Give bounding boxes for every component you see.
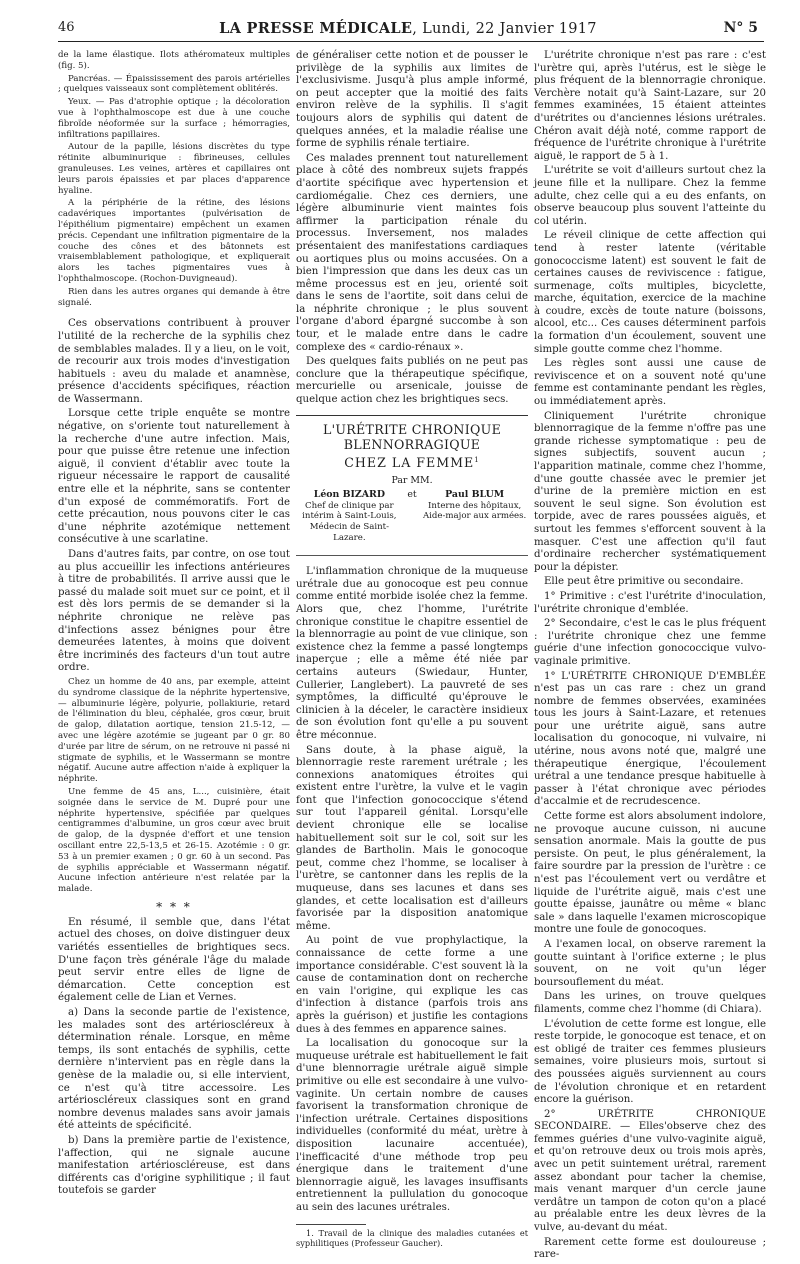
paragraph: de la lame élastique. Ilots athéromateux multiples (fig. 5).	[58, 50, 290, 71]
paragraph: Pancréas. — Épaississement des parois artérielles ; quelques vaisseaux sont complètement oblitérés.	[58, 73, 290, 95]
footnote: 1. Travail de la clinique des maladies cutanées et syphilitiques (Professeur Gaucher).	[296, 1228, 528, 1249]
journal-title	[58, 20, 758, 37]
paragraph: a) Dans la seconde partie de l'existence, les malades sont des artérioscléreux à détermination rénale. Lorsque, en même temps, ils sont entachés de syphilis, cette dernière n'intervient pas en règle dans la genèse de la maladie ou, si elle intervient, ce n'est qu'à titre accessoire. Les artérioscléreux classiques sont en grand nombre devenus malades sans avoir jamais été atteints de spécificité.	[58, 1007, 290, 1132]
column-2	[296, 50, 528, 1250]
paragraph: Une femme de 45 ans, L..., cuisinière, était soignée dans le service de M. Dupré pour une néphrite hypertensive, spécifiée par quelques centigrammes d'albumine, un gros cœur avec bruit de galop, de la dyspnée d'effort et une tension oscillant entre 22,5-13,5 et 26-15. Azotémie : 0 gr. 53 à un premier examen ; 0 gr. 60 à un second. Pas de syphilis appréciable et Wassermann négatif. Aucune infection antérieure n'est relatée par la malade.	[58, 786, 290, 895]
issue-number: N° 5	[723, 20, 758, 36]
article-title: L'URÉTRITE CHRONIQUE BLENNORRAGIQUE	[322, 421, 502, 452]
paragraph: Des quelques faits publiés on ne peut pas conclure que la thérapeutique spécifique, mercurielle ou arsenicale, jouisse de quelque action chez les brightiques secs.	[296, 356, 528, 406]
byline-par: Par MM.	[391, 475, 433, 487]
paragraph: Le réveil clinique de cette affection qui tend à rester latente (véritable gonococcisme latent) est souvent le fait de certaines causes de reviviscence : fatigue, surmenage, coïts multiples, bicyclette, marche, équitation, exercice de la machine à coudre, excès de toute nature (boissons, alcool, etc... Ces causes déterminent parfois la formation d'un écoulement, souvent une simple goutte comme chez l'homme.	[534, 230, 766, 355]
paragraph: Yeux. — Pas d'atrophie optique ; la décoloration vue à l'ophthalmoscope est due à une couche fibroïde néoformée sur la surface ; hémorragies, infiltrations papillaires.	[58, 97, 290, 140]
paragraph: L'urétrite se voit d'ailleurs surtout chez la jeune fille et la nullipare. Chez la femme adulte, chez celle qui a eu des enfants, on observe beaucoup plus souvent l'atteinte du col utérin.	[534, 165, 766, 227]
paragraph: Autour de la papille, lésions discrètes du type rétinite albuminurique : fibrineuses, cellules granuleuses. Les veines, artères et capillaires ont leurs parois épaissies et par places d'apparence hyaline.	[58, 142, 290, 196]
page-number: 46	[58, 20, 75, 35]
author-2	[421, 490, 528, 543]
paragraph: Rien dans les autres organes qui demande à être signalé.	[58, 286, 290, 308]
paragraph: 2° URÉTRITE CHRONIQUE SECONDAIRE. — Elles'observe chez des femmes guéries d'une vulvo-vaginite aiguë, et qu'on retrouve deux ou trois mois après, avec un petit suintement urétral, rarement assez abondant pour tacher la chemise, mais venant marquer d'un cercle jaune verdâtre un tampon de coton qu'on a placé au préalable entre les deux lèvres de la vulve, au-devant du méat.	[534, 1108, 766, 1234]
column-1	[58, 50, 290, 1200]
paragraph: Dans d'autres faits, par contre, on ose tout au plus accueillir les infections antérieures à titre de probabilités. Il arrive aussi que le passé du malade soit muet sur ce point, et il est dès lors permis de se demander si la néphrite chronique ne relève pas d'infections assez bénignes pour être demeurées latentes, à moins que doivent être incriminés des facteurs d'un tout autre ordre.	[58, 549, 290, 674]
issue-date: , Lundi, 22 Janvier 1917	[412, 21, 597, 37]
paragraph: Chez un homme de 40 ans, par exemple, atteint du syndrome classique de la néphrite hypertensive, — albuminurie légère, polyurie, pollakiurie, retard de l'élimination du bleu, céphalée, gros cœur, bruit de galop, dilatation aortique, tension 21.5-12, — avec une légère azotémie se jugeant par 0 gr. 80 d'urée par litre de sérum, on ne retrouve ni passé ni stigmate de syphilis, et le Wassermann se montre négatif. Aucune autre affection n'aide à expliquer la néphrite.	[58, 676, 290, 785]
author-conjunction: et	[407, 489, 417, 501]
author-affiliation: Interne des hôpitaux, Aide-major aux armées.	[422, 500, 527, 522]
paragraph: 1° Primitive : c'est l'urétrite d'inoculation, l'urétrite chronique d'emblée.	[534, 590, 766, 615]
asterism-separator: * * *	[156, 899, 192, 914]
paragraph: L'évolution de cette forme est longue, elle reste torpide, le gonocoque est tenace, et on est obligé de traiter ces femmes plusieurs semaines, voire plusieurs mois, surtout si des poussées aiguës surviennent au cours de l'évolution chronique et en retardent encore la guérison.	[534, 1018, 766, 1106]
author-1	[296, 490, 403, 543]
paragraph: Cette forme est alors absolument indolore, ne provoque aucune cuisson, ni aucune sensation anormale. Mais la goutte de pus persiste. On peut, le plus généralement, la faire sourdre par la pression de l'urètre : ce n'est pas l'écoulement vert ou verdâtre et liquide de l'urétrite aiguë, mais c'est une goutte épaisse, jaunâtre ou même « blanc sale » dans laquelle l'examen microscopique montre une foule de gonocoques.	[534, 811, 766, 936]
paragraph: Au point de vue prophylactique, la connaissance de cette forme a une importance considérable. C'est souvent là la cause de contamination dont on recherche en vain l'origine, qui explique les cas d'infection à distance (parfois trois ans après la guérison) et justifie les contagions dues à des femmes en apparence saines.	[296, 935, 528, 1035]
paragraph: Ces malades prennent tout naturellement place à côté des nombreux sujets frappés d'aortite spécifique avec hypertension et cardiomégalie. Chez ces derniers, une légère albuminurie vient maintes fois affirmer la participation rénale du processus. Inversement, nos malades présentaient des manifestations cardiaques ou aortiques plus ou moins accusées. On a bien l'impression que dans les deux cas un même processus est en jeu, orienté soit dans le sens de l'aortite, soit dans celui de la néphrite chronique ; le plus souvent l'organe d'abord épargné succombe à son tour, et le malade entre dans le cadre complexe des « cardio-rénaux ».	[296, 152, 528, 353]
footnote-rule	[296, 1224, 366, 1225]
paragraph: de généraliser cette notion et de pousser le privilège de la syphilis aux limites de l'exclusivisme. Jusqu'à plus ample informé, on peut accepter que la moitié des faits environ relève de la syphilis. Il s'agit toujours alors de syphilis qui datent de quelques années, et la maladie réalise une forme de syphilis rénale tertiaire.	[296, 50, 528, 150]
paragraph: Les règles sont aussi une cause de reviviscence et on a souvent noté qu'une femme est contaminante pendant les règles, ou immédiatement après.	[534, 358, 766, 408]
paragraph: Sans doute, à la phase aiguë, la blennorragie reste rarement urétrale ; les connexions anatomiques étroites qui existent entre l'urètre, la vulve et le vagin font que l'infection gonococcique s'étend sur tout l'appareil génital. Lorsqu'elle devient chronique elle se localise habituellement soit sur le col, soit sur les glandes de Bartholin. Mais le gonocoque peut, comme chez l'homme, se localiser à l'urètre, se cantonner dans les replis de la muqueuse, dans ses lacunes et dans ses glandes, et cette localisation est d'ailleurs favorisée par la disposition anatomique même.	[296, 744, 528, 932]
paragraph: b) Dans la première partie de l'existence, l'affection, qui ne signale aucune manifestation artérioscléreuse, est dans différents cas d'origine syphilitique ; il faut toutefois se garder	[58, 1134, 290, 1197]
paragraph: 2° Secondaire, c'est le cas le plus fréquent : l'urétrite chronique chez une femme guérie d'une infection gonococcique vulvo-vaginale primitive.	[534, 618, 766, 667]
author-name: Paul BLUM	[445, 489, 505, 501]
article-subtitle	[296, 454, 528, 469]
byline-rule	[296, 555, 528, 556]
paragraph: Elle peut être primitive ou secondaire.	[544, 576, 744, 588]
paragraph: La localisation du gonocoque sur la muqueuse urétrale est habituellement le fait d'une blennorragie urétrale aiguë simple primitive ou elle est secondaire à une vulvo-vaginite. Un certain nombre de causes favorisent la transformation chronique de l'infection urétrale. Certaines dispositions individuelles (conformité du méat, urètre à disposition lacunaire accentuée), l'inefficacité d'une méthode trop peu énergique dans le traitement d'une blennorragie aiguë, les lavages insuffisants entretiennent la pullulation du gonocoque au sein des lacunes urétrales.	[296, 1038, 528, 1213]
footnote-marker: 1	[474, 455, 480, 464]
paragraph: A l'examen local, on observe rarement la goutte suintant à l'orifice externe ; le plus souvent, on ne voit qu'un léger boursouflement du méat.	[534, 938, 766, 988]
author-affiliation: Chef de clinique par intérim à Saint-Louis, Médecin de Saint-Lazare.	[302, 500, 397, 543]
journal-name: LA PRESSE MÉDICALE	[219, 20, 413, 37]
article-separator	[296, 415, 528, 416]
paragraph: Cliniquement l'urétrite chronique blennorragique de la femme n'offre pas une grande richesse symptomatique : peu de signes subjectifs, souvent aucun ; l'apparition matinale, comme chez l'homme, d'une goutte chassée avec le premier jet d'urine de la première miction en est souvent le seul signe. Son évolution est torpide, avec de rares poussées aiguës, et surtout les femmes s'efforcent souvent à la masquer. C'est une affection qu'il faut d'ordinaire rechercher systématiquement pour la dépister.	[534, 410, 766, 573]
paragraph: L'inflammation chronique de la muqueuse urétrale due au gonocoque est peu connue comme entité morbide isolée chez la femme. Alors que, chez l'homme, l'urétrite chronique constitue le chapitre essentiel de la blennorragie au point de vue clinique, son existence chez la femme a passé longtemps inaperçue ; elle a même été niée par certains auteurs (Swiedaur, Hunter, Cullerier, Langlebert). La pauvreté de ses symptômes, la difficulté qu'éprouve le clinicien à la déceler, le caractère insidieux de son évolution font qu'elle a pu souvent être méconnue.	[296, 566, 528, 741]
paragraph: 1° L'URÉTRITE CHRONIQUE D'EMBLÉE n'est pas un cas rare : chez un grand nombre de femmes observées, examinées tous les jours à Saint-Lazare, et retenues pour une urétrite aiguë, sans autre localisation du gonocoque, ni vulvaire, ni utérine, nous avons noté que, malgré une thérapeutique énergique, l'écoulement urétral a une tendance presque habituelle à passer à l'état chronique avec périodes d'accalmie et de recrudescence.	[534, 670, 766, 808]
paragraph: Lorsque cette triple enquête se montre négative, on s'oriente tout naturellement à la recherche d'une autre infection. Mais, pour que puisse être retenue une infection aiguë, il convient d'établir avec toute la rigueur nécessaire le rapport de causalité entre elle et la néphrite, sans se contenter d'un exposé de commémoratifs. Fort de cette précaution, nous pouvons citer le cas d'une néphrite azotémique nettement consécutive à une scarlatine.	[58, 408, 290, 546]
paragraph: Dans les urines, on trouve quelques filaments, comme chez l'homme (di Chiara).	[534, 991, 766, 1015]
paragraph: Ces observations contribuent à prouver l'utilité de la recherche de la syphilis chez de semblables malades. Il y a lieu, on le voit, de recourir aux trois modes d'investigation habituels : aveu du malade et anamnèse, présence d'accidents spécifiques, réaction de Wassermann.	[58, 318, 290, 405]
author-name: Léon BIZARD	[313, 489, 385, 501]
paragraph: Rarement cette forme est douloureuse ; rare-	[534, 1236, 766, 1261]
authors-block	[296, 490, 528, 543]
paragraph: En résumé, il semble que, dans l'état actuel des choses, on doive distinguer deux variétés essentielles de brightiques secs. D'une façon très générale l'âge du malade peut servir entre elles de ligne de démarcation. Cette conception est également celle de Lian et Vernes.	[58, 916, 290, 1004]
paragraph: A la périphérie de la rétine, des lésions cadavériques importantes (pulvérisation de l'épithélium pigmentaire) empêchent un examen précis. Cependant une infiltration pigmentaire de la couche des cônes et des bâtonnets est vraisemblablement pathologique, et expliquerait alors les taches pigmentaires vues à l'ophthalmoscope. (Rochon-Duvigneaud).	[58, 198, 290, 284]
header-rule	[58, 41, 764, 42]
paragraph: L'urétrite chronique n'est pas rare : c'est l'urètre qui, après l'utérus, est le siège le plus fréquent de la blennorragie chronique. Verchère notait qu'à Saint-Lazare, sur 20 femmes examinées, 15 étaient atteintes d'urétrites ou d'anciennes lésions urétrales. Chéron avait déjà noté, comme rapport de fréquence de l'urétrite chronique à l'urétrite aiguë, le rapport de 5 à 1.	[534, 50, 766, 162]
article-subtitle-text: CHEZ LA FEMME	[344, 454, 475, 470]
